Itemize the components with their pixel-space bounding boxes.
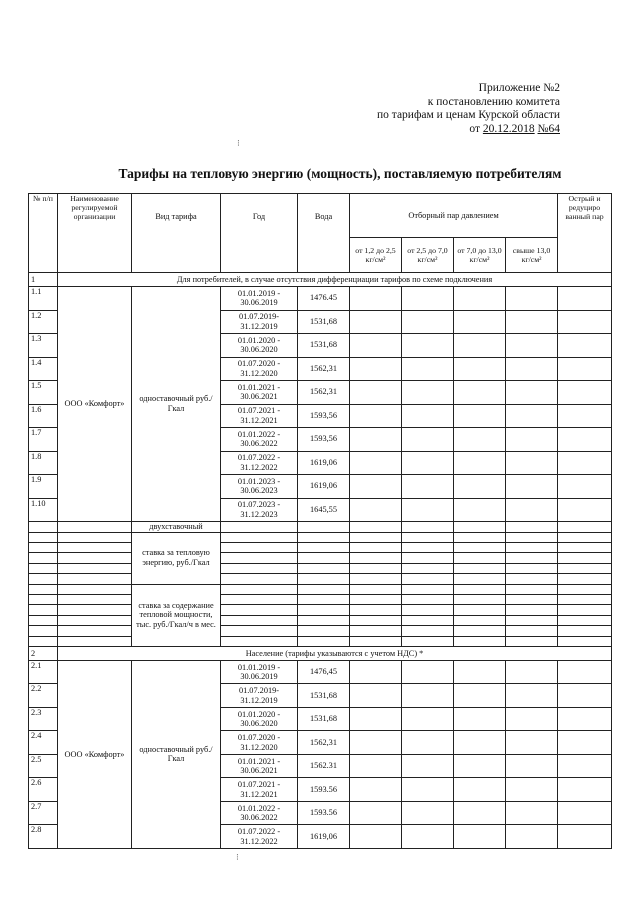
row-num: 1.8 <box>29 451 58 475</box>
header-pressure-3: от 7,0 до 13,0 кг/см² <box>454 238 506 273</box>
appendix-date-prefix: от <box>469 122 483 135</box>
row-num: 1.5 <box>29 381 58 405</box>
row-water-value: 1531,68 <box>298 684 350 708</box>
empty-row <box>29 636 612 646</box>
empty-row <box>29 532 612 542</box>
row-water-value: 1593.56 <box>298 801 350 825</box>
empty-row <box>29 594 612 604</box>
row-water-value: 1619,06 <box>298 451 350 475</box>
row-period: 01.01.2020 - 30.06.2020 <box>221 334 298 358</box>
row-period: 01.07.2022 - 31.12.2022 <box>221 451 298 475</box>
row-period: 01.01.2022 - 30.06.2022 <box>221 428 298 452</box>
row-water-value: 1562.31 <box>298 754 350 778</box>
row-water-value: 1476,45 <box>298 660 350 684</box>
empty-row <box>29 584 612 594</box>
header-sharp-steam: Острый и редуциро ванный пар <box>558 194 612 273</box>
empty-row <box>29 563 612 573</box>
section-2-org: ООО «Комфорт» <box>58 660 132 848</box>
row-period: 01.07.2022 - 31.12.2022 <box>221 825 298 849</box>
header-water: Вода <box>298 194 350 273</box>
row-water-value: 1531,68 <box>298 310 350 334</box>
section-1-title: Для потребителей, в случае отсутствия дифференциации тарифов по схеме подключения <box>58 273 612 287</box>
row-num: 2.5 <box>29 754 58 778</box>
row-water-value: 1562,31 <box>298 357 350 381</box>
row-water-value: 1562,31 <box>298 381 350 405</box>
document-title: Тарифы на тепловую энергию (мощность), поставляемую потребителям <box>118 166 562 181</box>
row-num: 1.2 <box>29 310 58 334</box>
row-period: 01.07.2023 - 31.12.2023 <box>221 498 298 522</box>
row-num: 1.1 <box>29 287 58 311</box>
empty-row <box>29 626 612 636</box>
row-period: 01.01.2023 - 30.06.2023 <box>221 475 298 499</box>
appendix-line-2: к постановлению комитета <box>427 95 560 108</box>
appendix-date-line <box>300 123 560 137</box>
empty-row <box>29 522 612 533</box>
table-row <box>29 287 612 311</box>
section-2-title: Население (тарифы указываются с учетом НДС) * <box>58 646 612 660</box>
section-2-row <box>29 646 612 660</box>
appendix-date: 20.12.2018 <box>482 122 535 135</box>
two-part-label: двухставочный <box>132 522 221 533</box>
tariff-table <box>28 193 612 849</box>
rate-energy-label: ставка за тепловую энергию, руб./Гкал <box>132 532 221 584</box>
empty-row <box>29 574 612 584</box>
section-2-tariff: одноставочный руб./Гкал <box>132 660 221 848</box>
row-water-value: 1645,55 <box>298 498 350 522</box>
section-2-num: 2 <box>29 646 58 660</box>
header-tariff: Вид тарифа <box>132 194 221 273</box>
appendix-line-1: Приложение №2 <box>478 82 560 94</box>
row-water-value: 1619,06 <box>298 475 350 499</box>
appendix-number: №64 <box>537 122 560 135</box>
row-num: 1.7 <box>29 428 58 452</box>
section-1-row <box>29 273 612 287</box>
header-steam: Отборный пар давлением <box>350 194 558 238</box>
section-1-org: ООО «Комфорт» <box>58 287 132 522</box>
scan-speck-bottom: ⁝ <box>236 852 239 862</box>
row-period: 01.01.2022 - 30.06.2022 <box>221 801 298 825</box>
row-water-value: 1593,56 <box>298 404 350 428</box>
row-period: 01.01.2021 - 30.06.2021 <box>221 754 298 778</box>
header-pressure-2: от 2,5 до 7,0 кг/см² <box>402 238 454 273</box>
row-num: 2.3 <box>29 707 58 731</box>
row-period: 01.07.2020 - 31.12.2020 <box>221 357 298 381</box>
header-year: Год <box>221 194 298 273</box>
header-pressure-1: от 1,2 до 2,5 кг/см² <box>350 238 402 273</box>
row-period: 01.07.2019- 31.12.2019 <box>221 684 298 708</box>
row-period: 01.01.2020 - 30.06.2020 <box>221 707 298 731</box>
row-water-value: 1593.56 <box>298 778 350 802</box>
row-period: 01.01.2019 - 30.06.2019 <box>221 660 298 684</box>
empty-row <box>29 553 612 563</box>
header-row <box>29 194 612 238</box>
row-water-value: 1562,31 <box>298 731 350 755</box>
row-num: 2.7 <box>29 801 58 825</box>
header-org: Наименование регулируемой организации <box>58 194 132 273</box>
rate-capacity-label: ставка за содержание тепловой мощности, тыс. руб./Гкал/ч в мес. <box>132 584 221 646</box>
section-1-num: 1 <box>29 273 58 287</box>
empty-row <box>29 542 612 552</box>
row-num: 2.2 <box>29 684 58 708</box>
header-num: № п/п <box>29 194 58 273</box>
row-period: 01.07.2021 - 31.12.2021 <box>221 404 298 428</box>
row-period: 01.07.2020 - 31.12.2020 <box>221 731 298 755</box>
header-pressure-4: свыше 13,0 кг/см² <box>506 238 558 273</box>
table-row <box>29 660 612 684</box>
empty-row <box>29 615 612 625</box>
appendix-line-3: по тарифам и ценам Курской области <box>377 109 560 121</box>
row-period: 01.01.2021 - 30.06.2021 <box>221 381 298 405</box>
appendix-block <box>300 82 560 136</box>
row-water-value: 1531,68 <box>298 334 350 358</box>
section-1-tariff: одноставочный руб./Гкал <box>132 287 221 522</box>
row-num: 1.10 <box>29 498 58 522</box>
empty-row <box>29 605 612 615</box>
row-water-value: 1593,56 <box>298 428 350 452</box>
row-water-value: 1619,06 <box>298 825 350 849</box>
row-period: 01.01.2019 - 30.06.2019 <box>221 287 298 311</box>
row-num: 2.1 <box>29 660 58 684</box>
row-num: 2.8 <box>29 825 58 849</box>
row-num: 1.9 <box>29 475 58 499</box>
row-num: 1.3 <box>29 334 58 358</box>
row-water-value: 1476.45 <box>298 287 350 311</box>
row-num: 1.4 <box>29 357 58 381</box>
row-period: 01.07.2019- 31.12.2019 <box>221 310 298 334</box>
row-num: 2.6 <box>29 778 58 802</box>
scan-speck: ⁝ <box>237 138 240 148</box>
row-water-value: 1531,68 <box>298 707 350 731</box>
row-num: 2.4 <box>29 731 58 755</box>
row-period: 01.07.2021 - 31.12.2021 <box>221 778 298 802</box>
row-num: 1.6 <box>29 404 58 428</box>
